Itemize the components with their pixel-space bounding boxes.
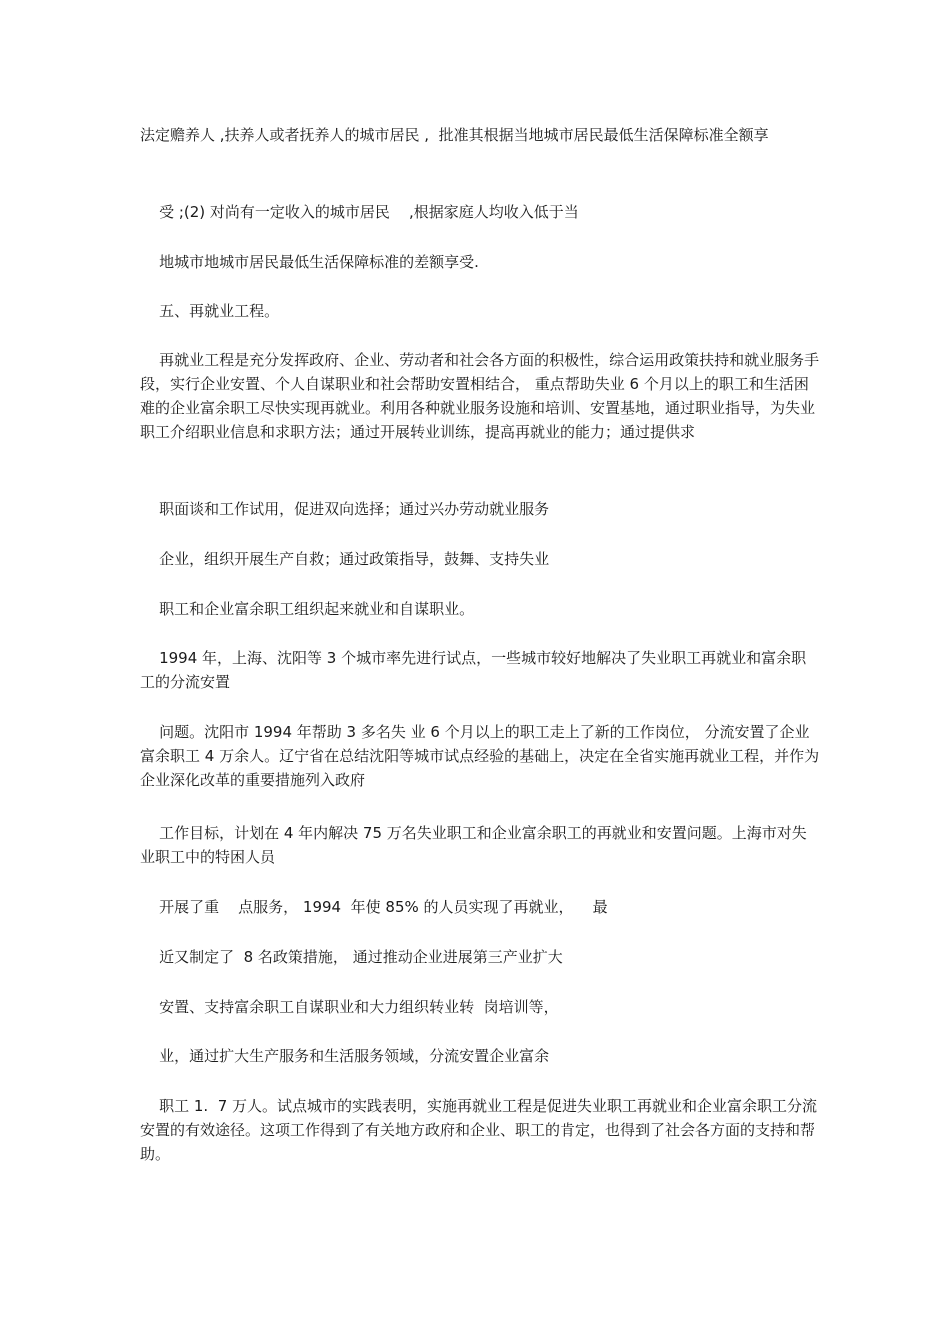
paragraph-6: 职面谈和工作试用，促进双向选择；通过兴办劳动就业服务 <box>140 500 550 518</box>
paragraph-16: 职工 1. 7 万人。试点城市的实践表明，实施再就业工程是促进失业职工再就业和企业富余职工分流安置的有效途径。这项工作得到了有关地方政府和企业、职工的肯定，也得到了社会各方面的支持和帮助。 <box>140 1097 818 1163</box>
paragraph-3: 地城市地城市居民最低生活保障标准的差额享受. <box>140 253 479 271</box>
paragraph-14: 安置、支持富余职工自谋职业和大力组织转业转 岗培训等， <box>140 998 559 1016</box>
paragraph-5: 再就业工程是充分发挥政府、企业、劳动者和社会各方面的积极性，综合运用政策扶持和就业服务手段，实行企业安置、个人自谋职业和社会帮助安置相结合， 重点帮助失业 6 个月以上的职工和生活困难的企业富余职工尽快实现再就业。利用各种就业服务设施和培训、安置基地，通过职业指导，为失业职工介绍职业信息和求职方法；通过开展转业训练，提高再就业的能力；通过提供求 <box>140 351 820 441</box>
paragraph-10: 问题。沈阳市 1994 年帮助 3 多名失 业 6 个月以上的职工走上了新的工作岗位， 分流安置了企业富余职工 4 万余人。辽宁省在总结沈阳等城市试点经验的基础上，决定在全省实施再就业工程，并作为 企业深化改革的重要措施列入政府 <box>140 723 824 789</box>
paragraph-12: 开展了重 点服务， 1994 年使 85% 的人员实现了再就业， 最 <box>140 898 608 916</box>
paragraph-13: 近又制定了 8 名政策措施， 通过推动企业进展第三产业扩大 <box>140 948 563 966</box>
section-heading: 五、再就业工程。 <box>140 302 280 320</box>
paragraph-11: 工作目标，计划在 4 年内解决 75 万名失业职工和企业富余职工的再就业和安置问题。上海市对失业职工中的特困人员 <box>140 824 807 866</box>
paragraph-7: 企业，组织开展生产自救；通过政策指导，鼓舞、支持失业 <box>140 550 550 568</box>
paragraph-2: 受 ;(2) 对尚有一定收入的城市居民 ,根据家庭人均收入低于当 <box>140 203 579 221</box>
paragraph-1: 法定赡养人 ,扶养人或者抚养人的城市居民 , 批准其根据当地城市居民最低生活保障标准全额享 <box>140 126 769 144</box>
paragraph-15: 业，通过扩大生产服务和生活服务领域，分流安置企业富余 <box>140 1047 550 1065</box>
paragraph-8: 职工和企业富余职工组织起来就业和自谋职业。 <box>140 600 475 618</box>
paragraph-9: 1994 年，上海、沈阳等 3 个城市率先进行试点，一些城市较好地解决了失业职工再就业和富余职工的分流安置 <box>140 649 807 691</box>
